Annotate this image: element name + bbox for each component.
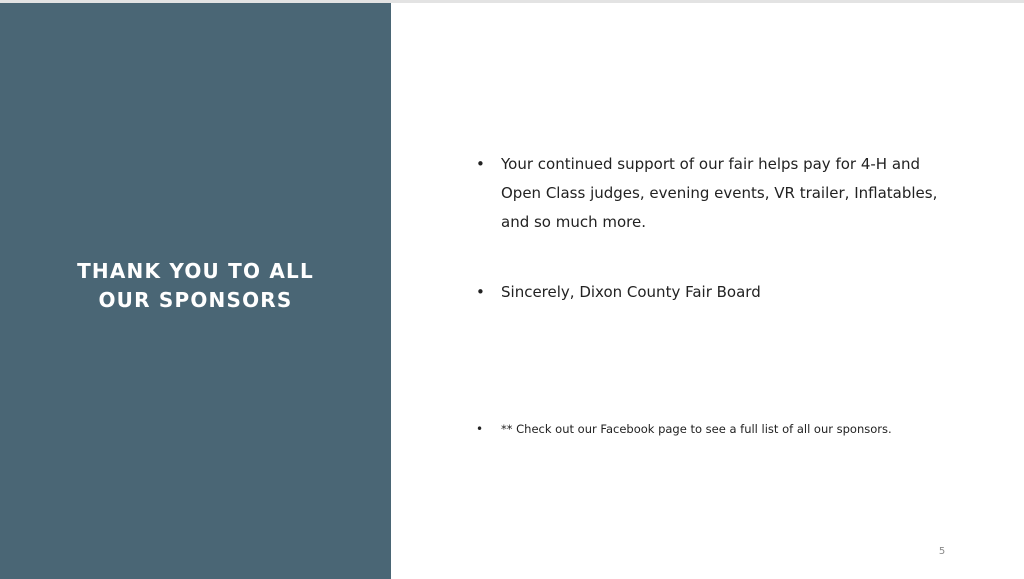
bullet-text: Your continued support of our fair helps pay for 4-H and Open Class judges, evening events, VR trailer, Inflatables, and so much more. (501, 155, 938, 231)
bullet-dot-icon: • (476, 155, 485, 173)
slide-title (0, 257, 391, 315)
bullet-item-signature (476, 279, 956, 305)
bullet-item-support (476, 150, 956, 237)
slide-title-line-2: OUR SPONSORS (98, 288, 293, 312)
bullet-text: ** Check out our Facebook page to see a full list of all our sponsors. (501, 422, 892, 436)
bullet-dot-icon: • (476, 283, 485, 301)
page-number: 5 (938, 546, 946, 557)
bullet-dot-icon: • (476, 422, 484, 436)
bullet-item-facebook-note (476, 419, 956, 439)
bullet-text: Sincerely, Dixon County Fair Board (501, 283, 761, 301)
slide-title-line-1: THANK YOU TO ALL (77, 259, 314, 283)
